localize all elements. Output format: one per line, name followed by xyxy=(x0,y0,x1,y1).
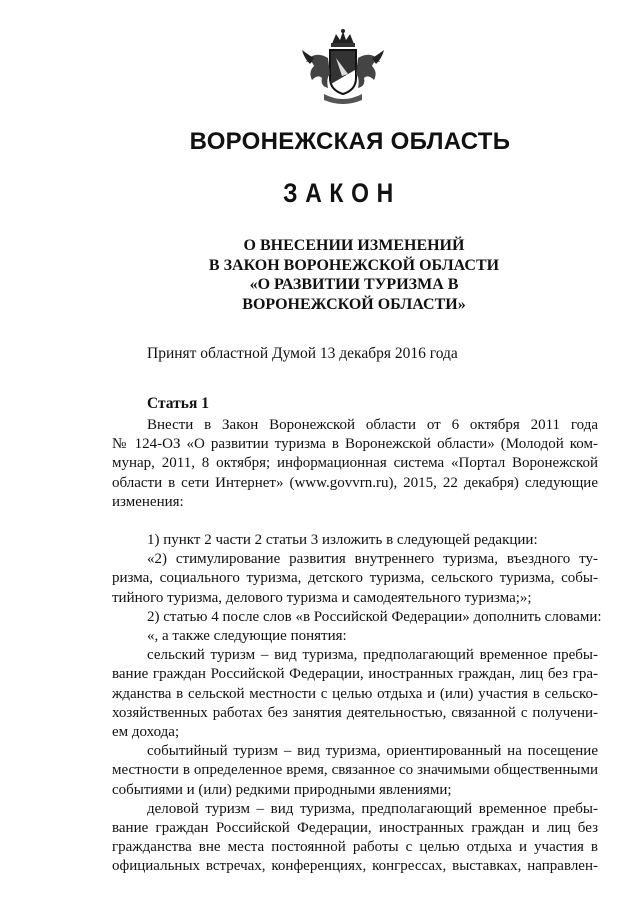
law-title-line: В ЗАКОН ВОРОНЕЖСКОЙ ОБЛАСТИ xyxy=(208,256,500,274)
law-title-line: ВОРОНЕЖСКОЙ ОБЛАСТИ» xyxy=(242,295,466,313)
article-heading: Статья 1 xyxy=(147,395,209,412)
text-line: вание граждан Российской Федерации, иностранных граждан и лиц без xyxy=(112,820,598,837)
text-line: ризма, социального туризма, детского туризма, сельского туризма, собы- xyxy=(112,570,598,587)
region-heading: ВОРОНЕЖСКАЯ ОБЛАСТЬ xyxy=(189,128,511,155)
coat-of-arms-icon xyxy=(300,28,386,110)
text-line: мунар, 2011, 8 октября; информационная система «Портал Воронежской xyxy=(112,455,598,472)
law-title xyxy=(0,236,640,314)
law-title-line: «О РАЗВИТИИ ТУРИЗМА В xyxy=(249,276,459,293)
document-type: ЗАКОН xyxy=(283,178,401,208)
text-line: № 124-ОЗ «О развитии туризма в Воронежской области» (Молодой ком- xyxy=(112,436,598,453)
adoption-date: Принят областной Думой 13 декабря 2016 года xyxy=(147,345,458,362)
text-line: событийный туризм – вид туризма, ориентированный на посещение xyxy=(147,743,598,760)
text-line: области в сети Интернет» (www.govvrn.ru), 2015, 22 декабря) следующие xyxy=(112,474,598,491)
text-line: вание граждан Российской Федерации, иностранных граждан, лиц без гра- xyxy=(112,666,598,683)
text-line: жданства в сельской местности с целью отдыха и (или) участия в сельско- xyxy=(112,685,598,702)
text-line: местности в определенное время, связанное со значимыми общественными xyxy=(112,762,598,779)
paragraph-gap xyxy=(112,512,598,531)
text-line: хозяйственных работах без занятия деятельностью, связанной с получени- xyxy=(112,704,598,721)
text-line: изменения: xyxy=(112,493,184,510)
text-line: тийного туризма, делового туризма и самодеятельного туризма;»; xyxy=(112,589,532,606)
article-body xyxy=(112,416,602,877)
text-line: «2) стимулирование развития внутреннего туризма, въездного ту- xyxy=(147,551,598,568)
text-line: 1) пункт 2 части 2 статьи 3 изложить в следующей редакции: xyxy=(147,532,538,549)
law-title-line: О ВНЕСЕНИИ ИЗМЕНЕНИЙ xyxy=(243,237,465,254)
text-line: событиями и (или) редкими природными явлениями; xyxy=(112,781,452,798)
text-line: сельский туризм – вид туризма, предполагающий временное пребы- xyxy=(147,647,598,664)
text-line: 2) статью 4 после слов «в Российской Федерации» дополнить словами: xyxy=(147,608,602,625)
text-line: гражданства вне места постоянной работы с целью отдыха и участия в xyxy=(112,839,598,856)
text-line: ем дохода; xyxy=(112,724,180,741)
text-line: официальных встречах, конференциях, конгрессах, выставках, направлен- xyxy=(112,858,598,875)
text-line: деловой туризм – вид туризма, предполагающий временное пребы- xyxy=(147,800,598,817)
text-line: Внести в Закон Воронежской области от 6 октября 2011 года xyxy=(147,417,598,433)
text-line: «, а также следующие понятия: xyxy=(147,628,347,645)
